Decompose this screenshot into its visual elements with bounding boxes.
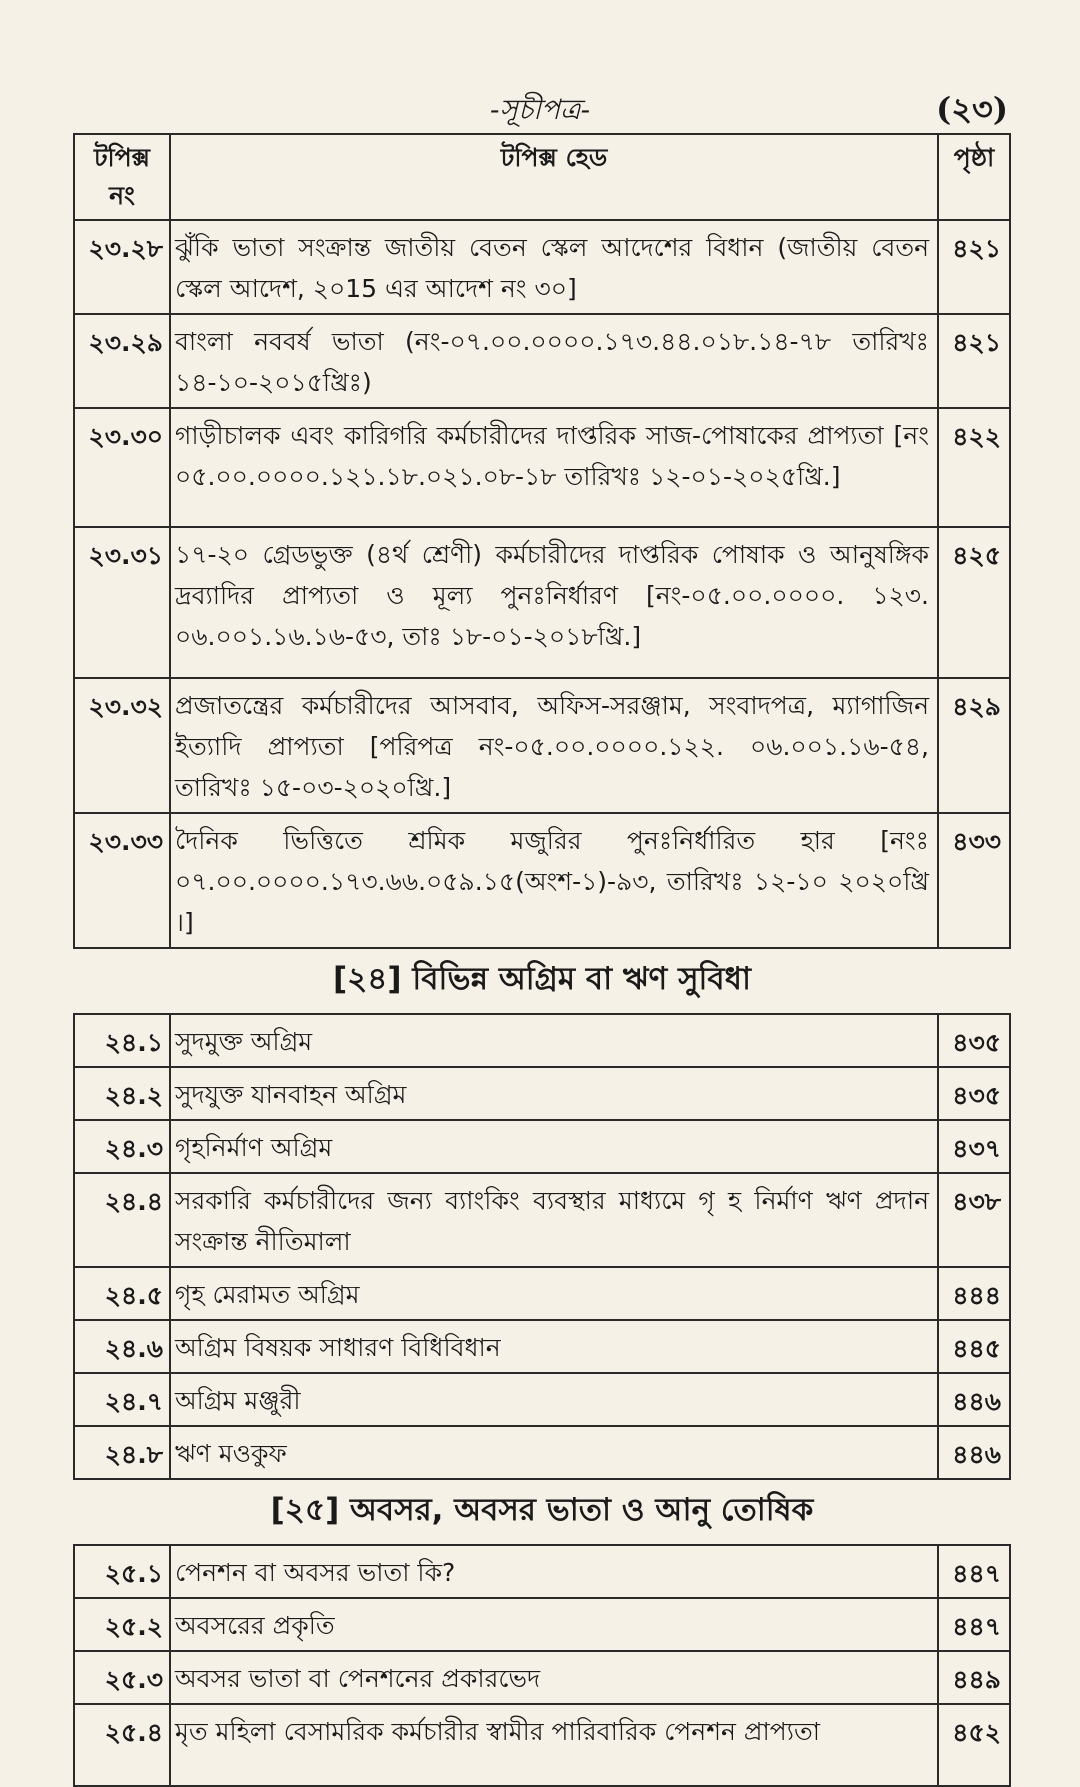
topic-page: ৪৩৩	[938, 813, 1010, 948]
topic-title: অবসর ভাতা বা পেনশনের প্রকারভেদ	[170, 1651, 938, 1704]
topic-no: ২৪.৬	[74, 1320, 170, 1373]
topic-no: ২৫.১	[74, 1545, 170, 1598]
section-heading-row	[74, 948, 1010, 1014]
topic-no: ২৪.২	[74, 1067, 170, 1120]
topic-no: ২৫.৩	[74, 1651, 170, 1704]
topic-title: প্রজাতন্ত্রের কর্মচারীদের আসবাব, অফিস-সরঞ্জাম, সংবাদপত্র, ম্যাগাজিন ইত্যাদি প্রাপ্যতা [পরিপত্র নং-০৫.০০.০০০০.১২২. ০৬.০০১.১৬-৫৪, তারিখঃ ১৫-০৩-২০২০খ্রি.]	[170, 678, 938, 813]
table-row	[74, 1373, 1010, 1426]
section-heading: [২৫] অবসর, অবসর ভাতা ও আনু তোষিক	[74, 1479, 1010, 1545]
topic-title: ১৭-২০ গ্রেডভুক্ত (৪র্থ শ্রেণী) কর্মচারীদের দাপ্তরিক পোষাক ও আনুষঙ্গিক দ্রব্যাদির প্রাপ্যতা ও মূল্য পুনঃনির্ধারণ [নং-০৫.০০.০০০০. ১২৩. ০৬.০০১.১৬.১৬-৫৩, তাঃ ১৮-০১-২০১৮খ্রি.]	[170, 527, 938, 678]
header-topic-head: টপিক্স হেড	[170, 134, 938, 220]
table-header-row	[74, 134, 1010, 220]
topic-no: ২৩.২৯	[74, 314, 170, 408]
table-row	[74, 1704, 1010, 1786]
table-row	[74, 813, 1010, 948]
topic-page: ৪৩৫	[938, 1067, 1010, 1120]
topic-page: ৪৩৫	[938, 1014, 1010, 1067]
table-row	[74, 1598, 1010, 1651]
topic-title: গৃহ মেরামত অগ্রিম	[170, 1267, 938, 1320]
topic-page: ৪৪৫	[938, 1320, 1010, 1373]
topic-no: ২৪.১	[74, 1014, 170, 1067]
topic-title: অবসরের প্রকৃতি	[170, 1598, 938, 1651]
topic-page: ৪৫২	[938, 1704, 1010, 1786]
topic-page: ৪২৯	[938, 678, 1010, 813]
topic-no: ২৩.৩১	[74, 527, 170, 678]
topic-no: ২৪.৪	[74, 1173, 170, 1267]
table-row	[74, 1320, 1010, 1373]
topic-title: সরকারি কর্মচারীদের জন্য ব্যাংকিং ব্যবস্থার মাধ্যমে গৃ হ নির্মাণ ঋণ প্রদান সংক্রান্ত নীতিমালা	[170, 1173, 938, 1267]
topic-title: গাড়ীচালক এবং কারিগরি কর্মচারীদের দাপ্তরিক সাজ-পোষাকের প্রাপ্যতা [নং ০৫.০০.০০০০.১২১.১৮.০২১.০৮-১৮ তারিখঃ ১২-০১-২০২৫খ্রি.]	[170, 408, 938, 527]
table-row	[74, 527, 1010, 678]
topic-no: ২৪.৭	[74, 1373, 170, 1426]
table-row	[74, 1173, 1010, 1267]
topic-page: ৪৪৬	[938, 1426, 1010, 1479]
page-number: (২৩)	[936, 90, 1008, 128]
topic-title: বাংলা নববর্ষ ভাতা (নং-০৭.০০.০০০০.১৭৩.৪৪.০১৮.১৪-৭৮ তারিখঃ ১৪-১০-২০১৫খ্রিঃ)	[170, 314, 938, 408]
topic-no: ২৪.৮	[74, 1426, 170, 1479]
table-row	[74, 1120, 1010, 1173]
topic-no: ২৩.৩৩	[74, 813, 170, 948]
topic-no: ২৫.৪	[74, 1704, 170, 1786]
topic-page: ৪২১	[938, 220, 1010, 314]
topic-no: ২৩.৩২	[74, 678, 170, 813]
topic-page: ৪২১	[938, 314, 1010, 408]
topic-title: পেনশন বা অবসর ভাতা কি?	[170, 1545, 938, 1598]
topic-page: ৪৪৬	[938, 1373, 1010, 1426]
table-row	[74, 314, 1010, 408]
topic-page: ৪৪৭	[938, 1545, 1010, 1598]
header-topic-no: টপিক্স নং	[74, 134, 170, 220]
table-row	[74, 408, 1010, 527]
topic-title: অগ্রিম মঞ্জুরী	[170, 1373, 938, 1426]
topic-page: ৪৪৪	[938, 1267, 1010, 1320]
topic-title: দৈনিক ভিত্তিতে শ্রমিক মজুরির পুনঃনির্ধারিত হার [নংঃ ০৭.০০.০০০০.১৭৩.৬৬.০৫৯.১৫(অংশ-১)-৯৩, তারিখঃ ১২-১০ ২০২০খ্রি ।]	[170, 813, 938, 948]
topic-title: সুদমুক্ত অগ্রিম	[170, 1014, 938, 1067]
topic-no: ২৪.৩	[74, 1120, 170, 1173]
contents-table	[73, 133, 1011, 1787]
table-row	[74, 1651, 1010, 1704]
topic-title: অগ্রিম বিষয়ক সাধারণ বিধিবিধান	[170, 1320, 938, 1373]
table-row	[74, 1545, 1010, 1598]
topic-page: ৪২৫	[938, 527, 1010, 678]
table-row	[74, 1267, 1010, 1320]
topic-page: ৪২২	[938, 408, 1010, 527]
topic-no: ২৩.৩০	[74, 408, 170, 527]
topic-page: ৪৪৭	[938, 1598, 1010, 1651]
running-title: -সূচীপত্র-	[489, 93, 591, 126]
table-row	[74, 1067, 1010, 1120]
table-row	[74, 678, 1010, 813]
topic-no: ২৪.৫	[74, 1267, 170, 1320]
table-row	[74, 220, 1010, 314]
topic-title: গৃহনির্মাণ অগ্রিম	[170, 1120, 938, 1173]
topic-title: ঝুঁকি ভাতা সংক্রান্ত জাতীয় বেতন স্কেল আদেশের বিধান (জাতীয় বেতন স্কেল আদেশ, ২০15 এর আদেশ নং ৩০]	[170, 220, 938, 314]
topic-title: ঋণ মওকুফ	[170, 1426, 938, 1479]
table-row	[74, 1014, 1010, 1067]
topic-title: মৃত মহিলা বেসামরিক কর্মচারীর স্বামীর পারিবারিক পেনশন প্রাপ্যতা	[170, 1704, 938, 1786]
topic-no: ২৩.২৮	[74, 220, 170, 314]
topic-page: ৪৪৯	[938, 1651, 1010, 1704]
section-heading-row	[74, 1479, 1010, 1545]
running-header	[0, 82, 1080, 132]
topic-no: ২৫.২	[74, 1598, 170, 1651]
table-row	[74, 1426, 1010, 1479]
section-heading: [২৪] বিভিন্ন অগ্রিম বা ঋণ সুবিধা	[74, 948, 1010, 1014]
topic-page: ৪৩৭	[938, 1120, 1010, 1173]
topic-page: ৪৩৮	[938, 1173, 1010, 1267]
topic-title: সুদযুক্ত যানবাহন অগ্রিম	[170, 1067, 938, 1120]
header-page: পৃষ্ঠা	[938, 134, 1010, 220]
